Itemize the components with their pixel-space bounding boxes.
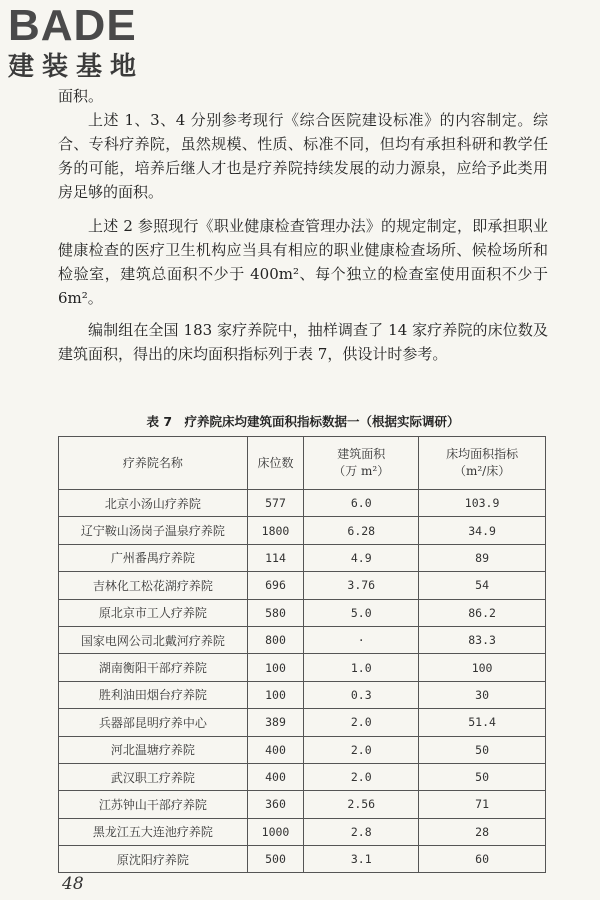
- cell-name: 北京小汤山疗养院: [59, 490, 248, 517]
- cell-area: 2.56: [304, 791, 419, 818]
- header-area: [304, 437, 419, 490]
- table-row: [59, 626, 546, 653]
- cell-name: 兵器部昆明疗养中心: [59, 709, 248, 736]
- table-row: [59, 654, 546, 681]
- logo-brand: BADE: [8, 1, 137, 50]
- cell-area: 2.0: [304, 736, 419, 763]
- table-row: [59, 709, 546, 736]
- table-row: [59, 517, 546, 544]
- cell-per-bed: 28: [419, 818, 546, 845]
- cell-per-bed: 83.3: [419, 626, 546, 653]
- cell-area: 6.0: [304, 490, 419, 517]
- header-per-bed-label: 床均面积指标: [446, 447, 519, 461]
- cell-per-bed: 89: [419, 544, 546, 571]
- cell-area: 4.9: [304, 544, 419, 571]
- cell-beds: 100: [247, 654, 304, 681]
- cell-area: 5.0: [304, 599, 419, 626]
- header-per-bed: [419, 437, 546, 490]
- table-row: [59, 599, 546, 626]
- cell-beds: 100: [247, 681, 304, 708]
- header-name: 疗养院名称: [59, 437, 248, 490]
- cell-area: 1.0: [304, 654, 419, 681]
- cell-per-bed: 103.9: [419, 490, 546, 517]
- page-number: 48: [62, 874, 84, 894]
- table-row: [59, 791, 546, 818]
- paragraph-1: 上述 1、3、4 分别参考现行《综合医院建设标准》的内容制定。综合、专科疗养院，虽然规模、性质、标准不同，但均有承担科研和教学任务的可能，培养后继人才也是疗养院持续发展的动力源泉，应给予此类用房足够的面积。: [58, 111, 548, 201]
- logo: [8, 2, 144, 82]
- cell-name: 河北温塘疗养院: [59, 736, 248, 763]
- cell-per-bed: 51.4: [419, 709, 546, 736]
- data-table: [58, 436, 546, 873]
- cell-per-bed: 50: [419, 736, 546, 763]
- table-row: [59, 818, 546, 845]
- table-header-row: [59, 437, 546, 490]
- cell-area: ·: [304, 626, 419, 653]
- cell-beds: 389: [247, 709, 304, 736]
- cell-name: 湖南衡阳干部疗养院: [59, 654, 248, 681]
- cell-beds: 577: [247, 490, 304, 517]
- cell-area: 3.76: [304, 572, 419, 599]
- cell-beds: 800: [247, 626, 304, 653]
- cell-name: 原沈阳疗养院: [59, 846, 248, 873]
- cell-area: 2.0: [304, 709, 419, 736]
- header-beds: 床位数: [247, 437, 304, 490]
- cell-beds: 1800: [247, 517, 304, 544]
- cell-beds: 1000: [247, 818, 304, 845]
- cell-beds: 400: [247, 736, 304, 763]
- table-row: [59, 544, 546, 571]
- table-caption: 表 7 疗养院床均建筑面积指标数据一（根据实际调研）: [146, 414, 460, 429]
- cell-name: 吉林化工松花湖疗养院: [59, 572, 248, 599]
- paragraph-3: 编制组在全国 183 家疗养院中，抽样调查了 14 家疗养院的床位数及建筑面积，得出的床均面积指标列于表 7，供设计时参考。: [58, 321, 548, 363]
- header-per-bed-unit: （m²/床）: [453, 464, 511, 478]
- cell-area: 2.8: [304, 818, 419, 845]
- header-area-label: 建筑面积: [337, 447, 386, 461]
- cell-per-bed: 71: [419, 791, 546, 818]
- cell-per-bed: 60: [419, 846, 546, 873]
- paragraph-continuation: 面积。: [58, 87, 104, 105]
- logo-subtitle: 建装基地: [8, 52, 145, 82]
- cell-name: 辽宁鞍山汤岗子温泉疗养院: [59, 517, 248, 544]
- cell-beds: 500: [247, 846, 304, 873]
- cell-name: 广州番禺疗养院: [59, 544, 248, 571]
- cell-beds: 114: [247, 544, 304, 571]
- table-row: [59, 572, 546, 599]
- table-row: [59, 490, 546, 517]
- paragraph-2: 上述 2 参照现行《职业健康检查管理办法》的规定制定，即承担职业健康检查的医疗卫生机构应当具有相应的职业健康检查场所、候检场所和检验室，建筑总面积不少于 400m²、每个独立的检查室使用面积不少于 6m²。: [58, 217, 548, 307]
- cell-per-bed: 54: [419, 572, 546, 599]
- table-row: [59, 681, 546, 708]
- table-row: [59, 846, 546, 873]
- cell-per-bed: 100: [419, 654, 546, 681]
- cell-beds: 696: [247, 572, 304, 599]
- cell-name: 原北京市工人疗养院: [59, 599, 248, 626]
- cell-per-bed: 30: [419, 681, 546, 708]
- cell-per-bed: 50: [419, 763, 546, 790]
- cell-beds: 360: [247, 791, 304, 818]
- cell-name: 武汉职工疗养院: [59, 763, 248, 790]
- table-row: [59, 736, 546, 763]
- cell-area: 0.3: [304, 681, 419, 708]
- cell-area: 6.28: [304, 517, 419, 544]
- table-row: [59, 763, 546, 790]
- header-area-unit: （万 m²）: [333, 464, 390, 478]
- cell-area: 2.0: [304, 763, 419, 790]
- cell-beds: 580: [247, 599, 304, 626]
- cell-name: 胜利油田烟台疗养院: [59, 681, 248, 708]
- cell-per-bed: 34.9: [419, 517, 546, 544]
- cell-name: 国家电网公司北戴河疗养院: [59, 626, 248, 653]
- cell-area: 3.1: [304, 846, 419, 873]
- cell-name: 江苏钟山干部疗养院: [59, 791, 248, 818]
- cell-per-bed: 86.2: [419, 599, 546, 626]
- cell-beds: 400: [247, 763, 304, 790]
- cell-name: 黑龙江五大连池疗养院: [59, 818, 248, 845]
